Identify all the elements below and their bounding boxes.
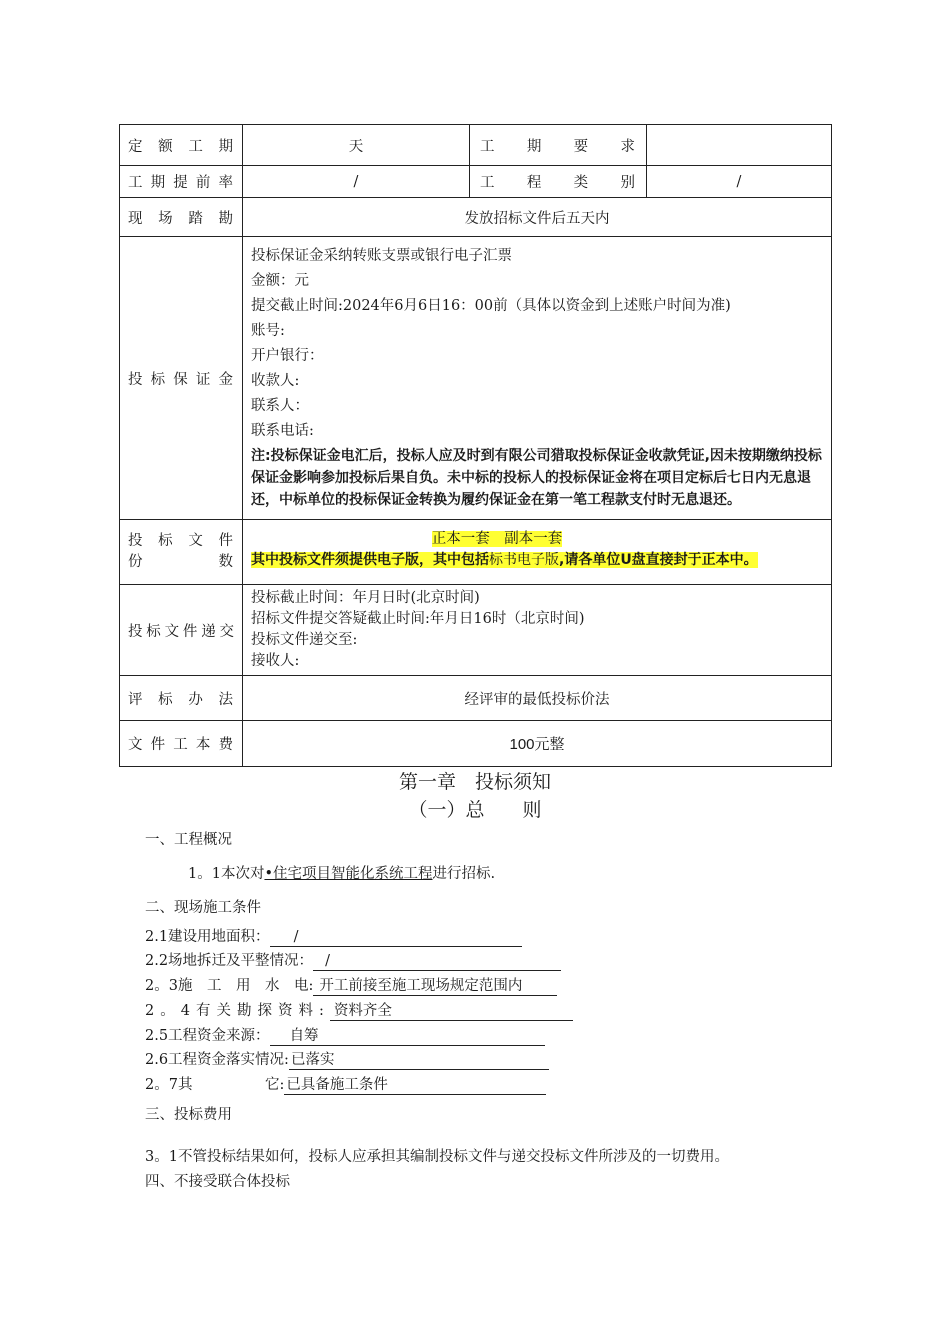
project-overview-paragraph (188, 862, 495, 883)
evaluation-method-label: 评标办法 (120, 676, 243, 721)
period-requirement-value (647, 125, 832, 166)
section-title: （一）总 则 (408, 799, 542, 821)
heading-bid-cost: 三、投标费用 (145, 1107, 232, 1123)
quota-period-value: 天 (243, 125, 470, 166)
bid-copies-content (243, 520, 832, 585)
condition-value: 已落实 (289, 1052, 549, 1070)
bid-copies-label-line1: 投标文件 (128, 533, 234, 549)
table-row (120, 198, 832, 237)
bid-bond-line: 金额：元 (251, 272, 309, 289)
condition-label: 2.5工程资金来源： (145, 1028, 270, 1044)
condition-item (145, 999, 573, 1021)
bid-bond-line: 联系电话: (251, 422, 314, 439)
condition-value: 自筹 (270, 1028, 545, 1046)
project-category-label: 工程类别 (470, 166, 647, 198)
condition-label: 2。4有关勘探资料: (145, 1003, 330, 1019)
submission-line: 招标文件提交答疑截止时间:年月日16时（北京时间) (251, 611, 585, 627)
bid-bond-line: 收款人: (251, 372, 300, 389)
advance-rate-value: / (243, 166, 470, 198)
bid-bond-note: 注:投标保证金电汇后，投标人应及时到有限公司猎取投标保证金收款凭证,因未按期缴纳投标保证金影响参加投标后果自负。未中标的投标人的投标保证金将在项目定标后七日内无息退还，中标单位的投标保证金转换为履约保证金在第一笔工程款支付时无息退还。 (251, 447, 822, 508)
document-fee-value: 100元整 (243, 721, 832, 767)
document-fee-label: 文件工本费 (120, 721, 243, 767)
bid-bond-line: 账号: (251, 322, 285, 339)
electronic-version-note-b: 标书电子版 (489, 552, 559, 568)
condition-label: 2.1建设用地面积： (145, 929, 270, 945)
submission-line: 投标截止时间：年月日时(北京时间) (251, 590, 480, 606)
condition-item (145, 949, 561, 971)
bid-copies-label (120, 520, 243, 585)
bid-bond-line: 投标保证金采纳转账支票或银行电子汇票 (251, 247, 512, 264)
electronic-version-note-a: 其中投标文件须提供电子版，其中包括 (251, 552, 489, 568)
heading-site-conditions: 二、现场施工条件 (145, 900, 261, 916)
condition-item (145, 925, 522, 947)
table-row (120, 237, 832, 520)
copies-highlight: 正本一套 副本一套 (431, 531, 563, 547)
bid-submission-content (243, 585, 832, 676)
condition-label: 2。7其 它: (145, 1077, 285, 1093)
condition-label: 2.2场地拆迁及平整情况： (145, 953, 314, 969)
bid-bond-line: 联系人： (251, 397, 309, 414)
site-visit-value: 发放招标文件后五天内 (243, 198, 832, 237)
table-row (120, 721, 832, 767)
quota-period-label: 定额工期 (120, 125, 243, 166)
heading-no-consortium: 四、不接受联合体投标 (145, 1174, 290, 1190)
condition-value: 已具备施工条件 (284, 1077, 546, 1095)
evaluation-method-value: 经评审的最低投标价法 (243, 676, 832, 721)
condition-label: 2.6工程资金落实情况: (145, 1052, 289, 1068)
table-row (120, 125, 832, 166)
chapter-title: 第一章 投标须知 (398, 771, 551, 793)
condition-value: / (270, 929, 522, 947)
bid-bond-content (243, 237, 832, 520)
period-requirement-label: 工期要求 (470, 125, 647, 166)
paragraph-suffix: 进行招标. (432, 866, 496, 882)
site-visit-label: 现场踏勘 (120, 198, 243, 237)
bid-bond-line: 提交截止时间:2024年6月6日16：00前（具体以资金到上述账户时间为准) (251, 297, 731, 314)
project-category-value: / (647, 166, 832, 198)
paragraph-prefix: 1。1本次对 (188, 866, 265, 882)
bid-cost-paragraph: 3。1不管投标结果如何，投标人应承担其编制投标文件与递交投标文件所涉及的一切费用。 (145, 1149, 729, 1165)
condition-item (145, 1024, 545, 1046)
project-name: •住宅项目智能化系统工程 (264, 866, 433, 882)
table-row (120, 166, 832, 198)
advance-rate-label: 工期提前率 (120, 166, 243, 198)
condition-item (145, 974, 557, 996)
heading-project-overview: 一、工程概况 (145, 832, 232, 848)
condition-value: / (313, 953, 561, 971)
condition-value: 资料齐全 (330, 1003, 573, 1021)
electronic-version-note-c: ,请各单位U盘直接封于正本中。 (559, 552, 758, 568)
submission-line: 接收人: (251, 653, 300, 669)
condition-value: 开工前接至施工现场规定范围内 (313, 978, 557, 996)
bid-submission-label: 投标文件递交 (120, 585, 243, 676)
bid-bond-label: 投标保证金 (120, 237, 243, 520)
condition-label: 2。3施 工 用 水 电: (145, 978, 314, 994)
table-row (120, 585, 832, 676)
condition-item (145, 1073, 546, 1095)
table-row (120, 676, 832, 721)
bid-copies-label-line2: 份数 (128, 554, 234, 570)
bid-bond-line: 开户银行： (251, 347, 324, 364)
table-row (120, 520, 832, 585)
tender-info-table (119, 124, 832, 767)
submission-line: 投标文件递交至: (251, 632, 358, 648)
condition-item (145, 1048, 549, 1070)
